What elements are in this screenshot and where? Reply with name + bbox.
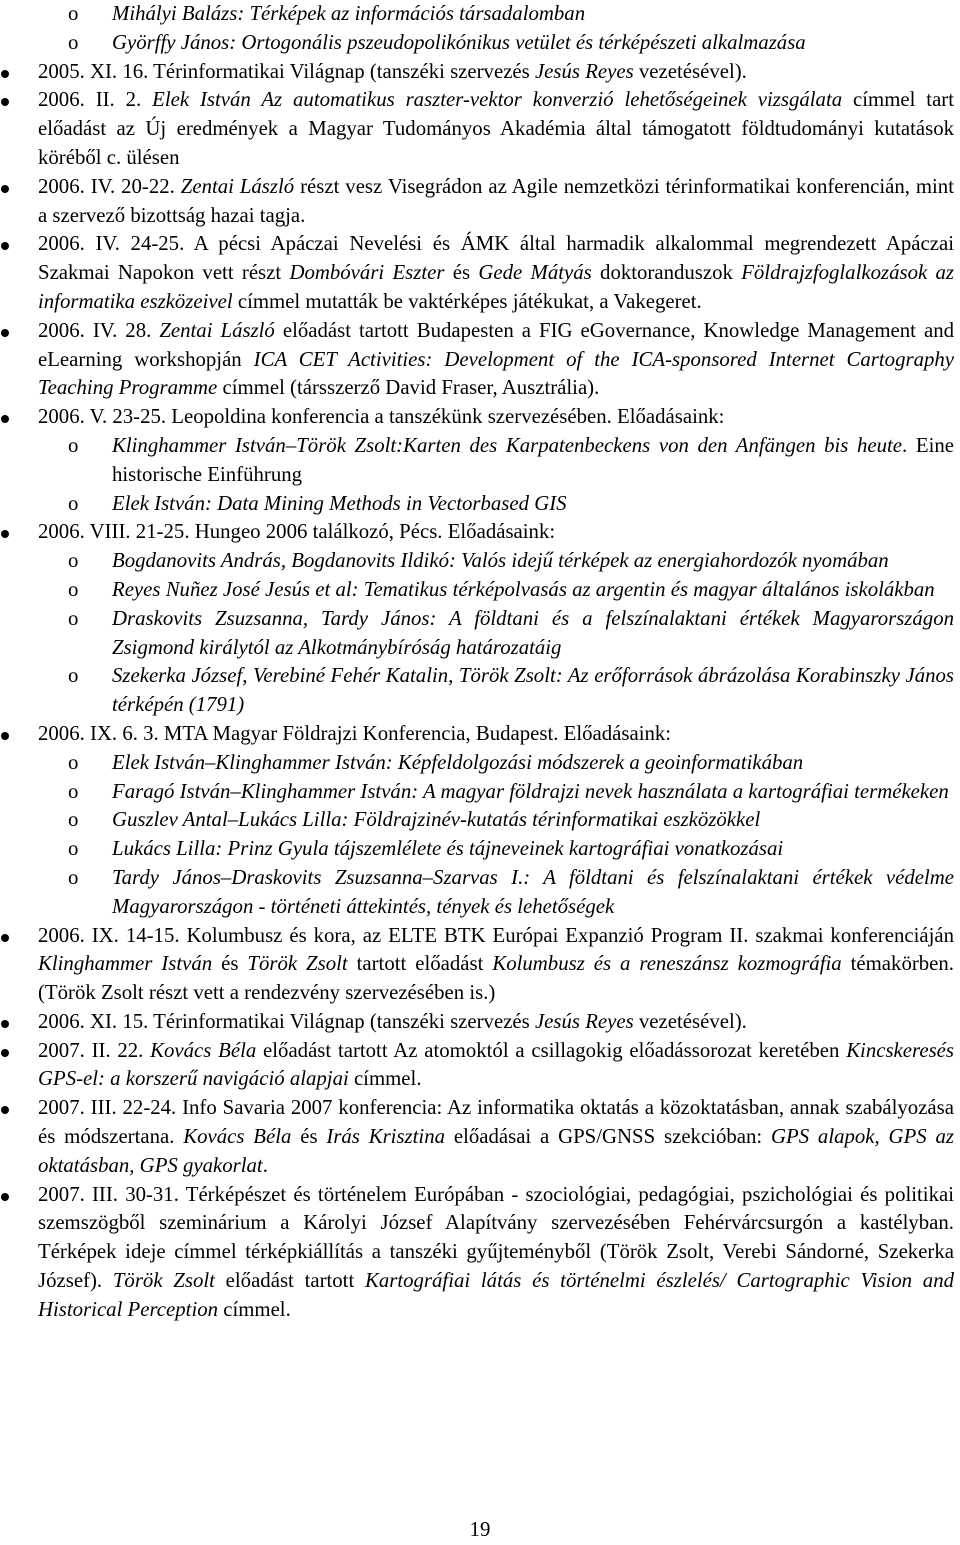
body-text: címmel (társszerző David Fraser, Ausztrália). [217, 376, 600, 400]
sub-bullet-marker: o [68, 865, 79, 889]
sub-bullet-marker: o [68, 577, 79, 601]
sub-bullet-item [0, 547, 960, 576]
sub-bullet-marker: o [68, 491, 79, 515]
bullet-item [0, 1181, 960, 1325]
bullet-item [0, 922, 960, 1008]
italic-text: Klinghammer István [38, 952, 213, 976]
body-text: előadást tartott Budapesten a FIG eGovernance, Knowledge Management and eLearning workshopján [38, 318, 954, 371]
bullet-dot-icon [1, 329, 9, 337]
bullet-dot-icon [1, 732, 9, 740]
italic-text: GPS alapok, GPS az oktatásban, GPS gyakorlat [38, 1125, 954, 1177]
italic-text: Reyes Nuñez José Jesús et al: Tematikus térképolvasás az argentin és magyar általános iskolákban [112, 577, 935, 601]
italic-text: Török Zsolt [247, 952, 348, 976]
body-text: címmel. [348, 1067, 422, 1091]
bullet-item [0, 1008, 960, 1037]
body-text: 2006. IV. 28. [38, 318, 160, 342]
italic-text: Elek István Az automatikus raszter-vektor konverzió lehetőségeinek vizsgálata [152, 88, 843, 112]
italic-text: Jesús Reyes [534, 1009, 634, 1033]
bullet-dot-icon [1, 1020, 9, 1028]
bullet-dot-icon [1, 934, 9, 942]
italic-text: Irás Krisztina [326, 1125, 446, 1149]
sub-bullet-item [0, 432, 960, 490]
bullet-item [0, 1037, 960, 1095]
bullet-dot-icon [1, 1193, 9, 1201]
sub-bullet-marker: o [68, 433, 79, 457]
bullet-dot-icon [1, 185, 9, 193]
sub-bullet-item [0, 490, 960, 519]
body-text: előadást tartott Az atomoktól a csillagokig előadássorozat keretében [256, 1038, 847, 1062]
italic-text: Kovács Béla [150, 1038, 257, 1062]
bullet-dot-icon [1, 70, 9, 78]
sub-bullet-item [0, 806, 960, 835]
sub-bullet-item [0, 835, 960, 864]
bullet-dot-icon [1, 98, 9, 106]
body-text: címmel. [218, 1297, 291, 1321]
italic-text: Földrajzfoglalkozások az informatika eszközeivel [38, 261, 954, 313]
body-text: doktoranduszok [591, 261, 742, 285]
sub-bullet-marker: o [68, 837, 79, 861]
sub-bullet-marker: o [68, 30, 79, 54]
italic-text: Zentai László [159, 318, 275, 342]
sub-bullet-marker: o [68, 606, 79, 630]
body-text: . Eine historische Einführung [112, 433, 954, 486]
italic-text: Kartográfiai látás és történelmi észlelés/ Cartographic Vision and Historical Perception [38, 1269, 955, 1321]
italic-text: Draskovits Zsuzsanna, Tardy János: A földtani és a felszínalaktani értékek Magyarországon Zsigmond királytól az Alkotmánybíróság határozatáig [112, 606, 954, 659]
italic-text: Tardy János–Draskovits Zsuzsanna–Szarvas I.: A földtani és felszínalaktani értékek védelme Magyarországon - történeti áttekintés, tények és lehetőségek [112, 865, 954, 918]
bullet-item [0, 86, 960, 172]
body-text: . [262, 1153, 268, 1177]
body-text: 2006. IV. 20-22. [38, 174, 181, 198]
bullet-item [0, 173, 960, 231]
sub-bullet-marker: o [68, 2, 79, 25]
body-text: 2006. XI. 15. Térinformatikai Világnap (tanszéki szervezés [38, 1009, 535, 1033]
sub-bullet-item [0, 576, 960, 605]
bullet-item [0, 720, 960, 749]
body-text: 2007. III. 22-24. Info Savaria 2007 konferencia: Az informatika oktatás a közoktatásban, annak szabályozása és módszertana. [38, 1096, 954, 1149]
bullet-item [0, 58, 960, 87]
italic-text: Kovács Béla [183, 1125, 292, 1149]
body-text: előadásai a GPS/GNSS szekcióban: [445, 1125, 771, 1149]
body-text: és [212, 952, 248, 976]
italic-text: Klinghammer István–Török Zsolt:Karten des Karpatenbeckens von den Anfängen bis heute [112, 433, 903, 457]
italic-text: Török Zsolt [112, 1269, 215, 1293]
body-text: 2007. II. 22. [38, 1038, 151, 1062]
body-text: tartott előadást [347, 952, 493, 976]
body-text: 2006. IX. 6. 3. MTA Magyar Földrajzi Konferencia, Budapest. Előadásaink: [38, 721, 672, 745]
body-text: 2006. V. 23-25. Leopoldina konferencia a tanszékünk szervezésében. Előadásaink: [38, 405, 725, 429]
sub-bullet-marker: o [68, 808, 79, 832]
italic-text: Guszlev Antal–Lukács Lilla: Földrajzinév-kutatás térinformatikai eszközökkel [112, 808, 761, 832]
body-text: címmel tart előadást az Új eredmények a Magyar Tudományos Akadémia által támogatott földtudományi kutatások köréből c. ülésen [38, 88, 954, 169]
bullet-dot-icon [1, 1049, 9, 1057]
body-text: 2006. IV. 24-25. A pécsi Apáczai Nevelési és ÁMK által harmadik alkalommal megrendezett Apáczai Szakmai Napokon vett részt [38, 232, 954, 285]
italic-text: ICA CET Activities: Development of the ICA-sponsored Internet Cartography Teaching Programme [38, 347, 954, 400]
bullet-item [0, 403, 960, 432]
sub-bullet-item [0, 605, 960, 663]
italic-text: Györffy János: Ortogonális pszeudopolikónikus vetület és térképészeti alkalmazása [112, 30, 806, 54]
sub-bullet-marker: o [68, 549, 79, 573]
bullet-item [0, 317, 960, 403]
body-text: 2006. VIII. 21-25. Hungeo 2006 találkozó, Pécs. Előadásaink: [38, 520, 556, 544]
bullet-item [0, 518, 960, 547]
body-text: címmel mutatták be vaktérképes játékukat, a Vakegeret. [232, 289, 702, 313]
italic-text: Gede Mátyás [478, 261, 592, 285]
italic-text: Mihályi Balázs: Térképek az információs társadalomban [112, 2, 586, 25]
body-text: témakörben. (Török Zsolt részt vett a rendezvény szervezésében is.) [38, 952, 954, 1005]
sub-bullet-item [0, 29, 960, 58]
italic-text: Bogdanovits András, Bogdanovits Ildikó: Valós idejű térképek az energiahordozók nyomában [112, 549, 889, 573]
body-text: 2007. III. 30-31. Térképészet és történelem Európában - szociológiai, pedagógiai, pszichológiai és politikai szemszögből szeminárium a Károlyi József Alapítvány szervezésében Fehérvárcsurgón a kastélyban. Térképek ideje címmel térképkiállítás a tanszéki gyűjteményből (Török Zsolt, Verebi Sándorné, Szekerka József). [38, 1182, 954, 1293]
body-text: vezetésével). [633, 1009, 747, 1033]
italic-text: Elek István: Data Mining Methods in Vectorbased GIS [112, 491, 567, 515]
italic-text: Zentai László [180, 174, 295, 198]
body-text: 2005. XI. 16. Térinformatikai Világnap (tanszéki szervezés [38, 59, 535, 83]
sub-bullet-item [0, 778, 960, 807]
italic-text: Kincskeresés GPS-el: a korszerű navigáció alapjai [38, 1038, 954, 1091]
sub-bullet-item [0, 0, 960, 29]
page-number: 19 [469, 1518, 491, 1541]
italic-text: Jesús Reyes [534, 59, 634, 83]
sub-bullet-marker: o [68, 750, 79, 774]
bullet-dot-icon [1, 242, 9, 250]
italic-text: Szekerka József, Verebiné Fehér Katalin, Török Zsolt: Az erőforrások ábrázolása Korabinszky János térképén (1791) [112, 664, 954, 717]
body-text: vezetésével). [633, 59, 747, 83]
body-text: előadást tartott [214, 1269, 365, 1293]
italic-text: Elek István–Klinghammer István: Képfeldolgozási módszerek a geoinformatikában [112, 750, 804, 774]
italic-text: Lukács Lilla: Prinz Gyula tájszemlélete és tájneveinek kartográfiai vonatkozásai [112, 837, 784, 861]
bullet-item [0, 1094, 960, 1180]
sub-bullet-marker: o [68, 664, 79, 688]
sub-bullet-item [0, 864, 960, 922]
bullet-dot-icon [1, 530, 9, 538]
sub-bullet-item [0, 662, 960, 720]
italic-text: Kolumbusz és a reneszánsz kozmográfia [492, 952, 842, 976]
bullet-dot-icon [1, 415, 9, 423]
body-text: 2006. II. 2. [38, 88, 153, 112]
italic-text: Dombóvári Eszter [289, 261, 445, 285]
bullet-item [0, 230, 960, 316]
body-text: 2006. IX. 14-15. Kolumbusz és kora, az ELTE BTK Európai Expanzió Program II. szakmai konferenciáján [38, 923, 954, 947]
body-text: részt vesz Visegrádon az Agile nemzetközi térinformatikai konferencián, mint a szervező bizottság hazai tagja. [38, 174, 954, 227]
bullet-dot-icon [1, 1106, 9, 1114]
body-text: és [444, 261, 479, 285]
sub-bullet-marker: o [68, 779, 79, 803]
body-text: és [291, 1125, 327, 1149]
italic-text: Faragó István–Klinghammer István: A magyar földrajzi nevek használata a kartográfiai termékeken [112, 779, 949, 803]
sub-bullet-item [0, 749, 960, 778]
